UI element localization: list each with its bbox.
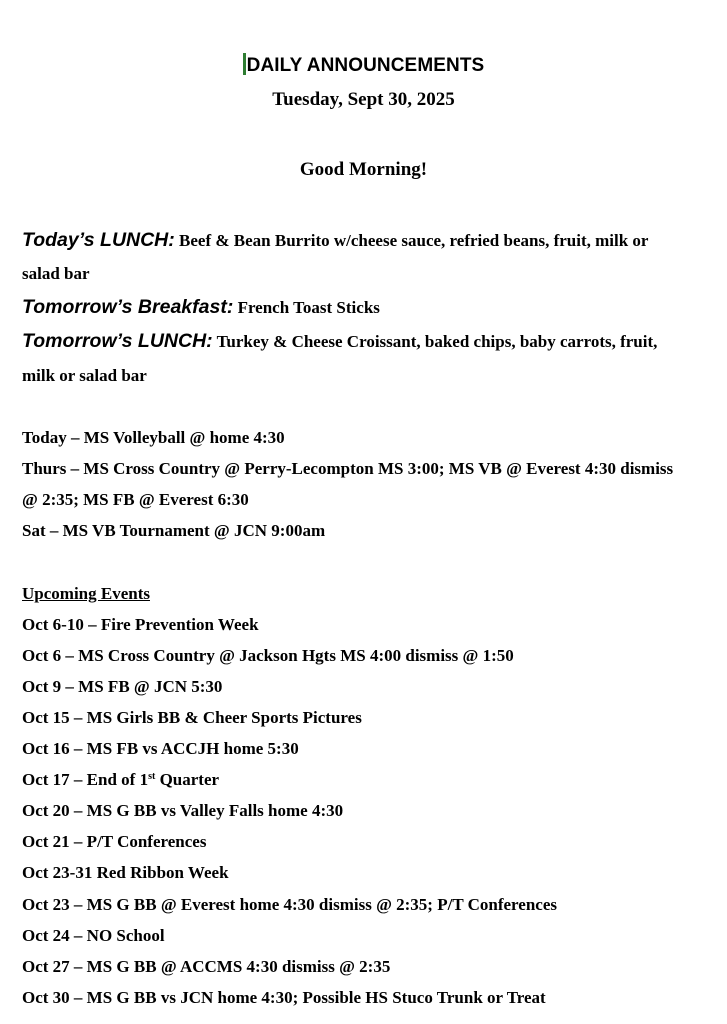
today-lunch-continued: salad bar	[22, 264, 90, 283]
today-lunch-text: Beef & Bean Burrito w/cheese sauce, refried beans, fruit, milk or	[179, 231, 649, 250]
event-item: Oct 6 – MS Cross Country @ Jackson Hgts MS 4:00 dismiss @ 1:50	[22, 646, 514, 665]
event-item	[22, 770, 219, 790]
document-title	[0, 53, 727, 77]
tomorrow-breakfast-label: Tomorrow’s Breakfast:	[22, 296, 234, 318]
announcement-date: Tuesday, Sept 30, 2025	[272, 89, 455, 110]
event-item: Oct 15 – MS Girls BB & Cheer Sports Pictures	[22, 708, 362, 727]
event-item: Oct 23-31 Red Ribbon Week	[22, 863, 229, 882]
schedule-line: Thurs – MS Cross Country @ Perry-Lecompton MS 3:00; MS VB @ Everest 4:30 dismiss	[22, 459, 674, 478]
event-item: Oct 27 – MS G BB @ ACCMS 4:30 dismiss @ 2:35	[22, 957, 391, 976]
ordinal-suffix: st	[148, 771, 156, 782]
tomorrow-lunch	[22, 330, 657, 353]
today-lunch	[22, 229, 648, 252]
event-item: Oct 23 – MS G BB @ Everest home 4:30 dismiss @ 2:35; P/T Conferences	[22, 895, 557, 914]
tomorrow-lunch-label: Tomorrow’s LUNCH:	[22, 330, 213, 352]
event-item: Oct 6-10 – Fire Prevention Week	[22, 615, 259, 634]
schedule-line: @ 2:35; MS FB @ Everest 6:30	[22, 490, 249, 509]
tomorrow-lunch-text: Turkey & Cheese Croissant, baked chips, baby carrots, fruit,	[216, 332, 658, 351]
upcoming-events-heading: Upcoming Events	[22, 584, 150, 603]
tomorrow-breakfast	[22, 296, 380, 319]
event-item: Oct 16 – MS FB vs ACCJH home 5:30	[22, 739, 299, 758]
event-item: Oct 24 – NO School	[22, 926, 165, 945]
today-lunch-label: Today’s LUNCH:	[22, 229, 175, 251]
event-text: Quarter	[155, 770, 220, 789]
text-cursor	[243, 53, 246, 75]
tomorrow-breakfast-text: French Toast Sticks	[237, 298, 380, 317]
schedule-line: Today – MS Volleyball @ home 4:30	[22, 428, 285, 447]
greeting: Good Morning!	[299, 159, 428, 180]
title-text: DAILY ANNOUNCEMENTS	[246, 55, 485, 76]
tomorrow-lunch-continued: milk or salad bar	[22, 366, 147, 385]
event-item: Oct 30 – MS G BB vs JCN home 4:30; Possible HS Stuco Trunk or Treat	[22, 988, 546, 1007]
schedule-line: Sat – MS VB Tournament @ JCN 9:00am	[22, 521, 326, 540]
event-item: Oct 20 – MS G BB vs Valley Falls home 4:30	[22, 801, 344, 820]
event-text: Oct 17 – End of 1	[22, 770, 149, 789]
event-item: Oct 21 – P/T Conferences	[22, 832, 207, 851]
event-item: Oct 9 – MS FB @ JCN 5:30	[22, 677, 223, 696]
